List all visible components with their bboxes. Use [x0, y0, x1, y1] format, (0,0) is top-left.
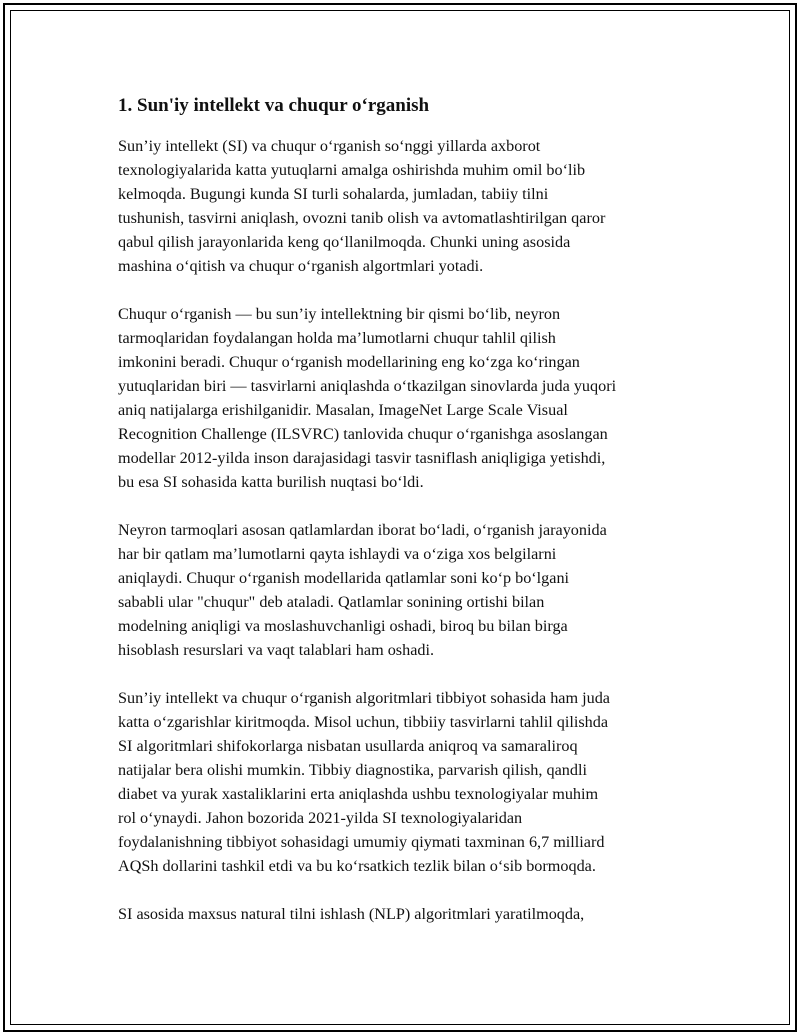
document-body	[118, 93, 698, 950]
section-heading: 1. Sun'iy intellekt va chuqur o‘rganish	[118, 95, 430, 116]
paragraph-1: Sun’iy intellekt (SI) va chuqur o‘rganish so‘nggi yillarda axborot texnologiyalarida katta yutuqlarni amalga oshirishda muhim omil bo‘lib kelmoqda. Bugungi kunda SI turli sohalarda, jumladan, tabiiy tilni tushunish, tasvirni aniqlash, ovozni tanib olish va avtomatlashtirilgan qaror qabul qilish jarayonlarida keng qo‘llanilmoqda. Chunki uning asosida mashina o‘qitish va chuqur o‘rganish algortmlari yotadi.	[118, 137, 606, 275]
paragraph-4: Sun’iy intellekt va chuqur o‘rganish algoritmlari tibbiyot sohasida ham juda katta o‘zgarishlar kiritmoqda. Misol uchun, tibbiiy tasvirlarni tahlil qilishda SI algoritmlari shifokorlarga nisbatan usullarda aniqroq va samaraliroq natijalar bera olishi mumkin. Tibbiy diagnostika, parvarish qilish, qandli diabet va yurak xastaliklarini erta aniqlashda ushbu texnologiyalar muhim rol o‘ynaydi. Jahon bozorida 2021-yilda SI texnologiyalaridan foydalanishning tibbiyot sohasidagi umumiy qiymati taxminan 6,7 milliard AQSh dollarini tashkil etdi va bu ko‘rsatkich tezlik bilan o‘sib bormoqda.	[118, 689, 610, 875]
paragraph-5: SI asosida maxsus natural tilni ishlash (NLP) algoritmlari yaratilmoqda,	[118, 905, 585, 923]
paragraph-3: Neyron tarmoqlari asosan qatlamlardan iborat bo‘ladi, o‘rganish jarayonida har bir qatlam ma’lumotlarni qayta ishlaydi va o‘ziga xos belgilarni aniqlaydi. Chuqur o‘rganish modellarida qatlamlar soni ko‘p bo‘lgani sababli ular "chuqur" deb ataladi. Qatlamlar sonining ortishi bilan modelning aniqligi va moslashuvchanligi oshadi, biroq bu bilan birga hisoblash resurslari va vaqt talablari ham oshadi.	[118, 521, 607, 659]
paragraph-2: Chuqur o‘rganish — bu sun’iy intellektning bir qismi bo‘lib, neyron tarmoqlaridan foydalangan holda ma’lumotlarni chuqur tahlil qilish imkonini beradi. Chuqur o‘rganish modellarining eng ko‘zga ko‘ringan yutuqlaridan biri — tasvirlarni aniqlashda o‘tkazilgan sinovlarda juda yuqori aniq natijalarga erishilganidir. Masalan, ImageNet Large Scale Visual Recognition Challenge (ILSVRC) tanlovida chuqur o‘rganishga asoslangan modellar 2012-yilda inson darajasidagi tasvir tasniflash aniqligiga yetishdi, bu esa SI sohasida katta burilish nuqtasi bo‘ldi.	[118, 305, 617, 491]
